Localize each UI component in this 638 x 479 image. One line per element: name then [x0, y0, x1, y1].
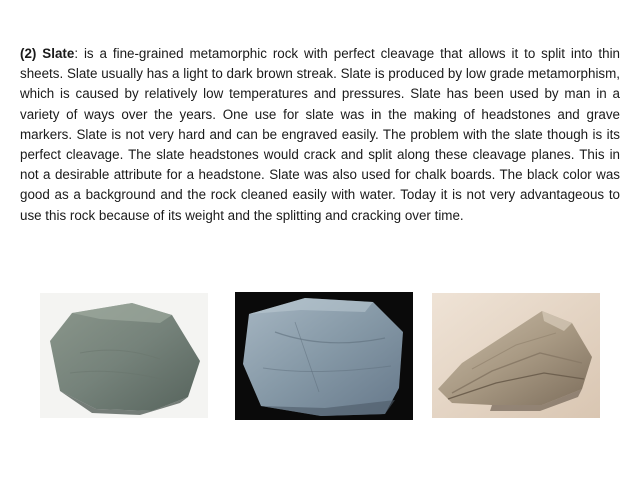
- rock-photo-icon: [40, 293, 208, 418]
- slate-photo-3: [432, 293, 600, 418]
- slate-photo-1: [40, 293, 208, 418]
- term-slate: Slate: [42, 46, 75, 61]
- slate-paragraph: [20, 44, 620, 226]
- rock-photo-icon: [432, 293, 600, 418]
- section-number: (2): [20, 46, 37, 61]
- slate-photo-2: [235, 292, 413, 420]
- rock-photo-icon: [235, 292, 413, 420]
- paragraph-body: : is a fine-grained metamorphic rock with perfect cleavage that allows it to split into thin sheets. Slate usually has a light to dark brown streak. Slate is produced by low grade metamorphism, which is caused by relatively low temperatures and pressures. Slate has been used by man in a variety of ways over the years. One use for slate was in the making of headstones and grave markers. Slate is not very hard and can be engraved easily. The problem with the slate though is its perfect cleavage. The slate headstones would crack and split along these cleavage planes. This in not a desirable attribute for a headstone. Slate was also used for chalk boards. The black color was good as a background and the rock cleaned easily with water. Today it is not very advantageous to use this rock because of its weight and the splitting and cracking over time.: [20, 46, 620, 223]
- slate-description: [20, 44, 620, 226]
